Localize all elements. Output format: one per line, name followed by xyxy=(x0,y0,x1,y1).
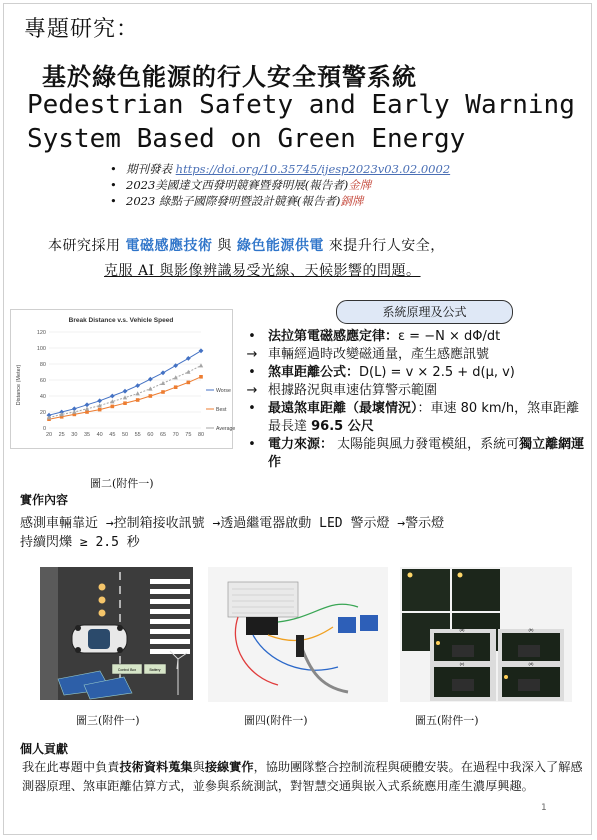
y-tick-label: 40 xyxy=(39,394,46,400)
principle-text: 根據路況與車速估算警示範圍 xyxy=(268,383,438,398)
data-point xyxy=(85,407,89,411)
x-tick-label: 20 xyxy=(45,432,53,438)
data-point xyxy=(110,394,115,399)
subfigure-label: (c) xyxy=(459,661,465,666)
principle-marker: → xyxy=(246,383,258,398)
doi-link[interactable]: https://doi.org/10.35745/ijesp2023v03.02.0002 xyxy=(175,162,451,176)
principle-badge: 系統原理及公式 xyxy=(336,300,513,324)
y-tick-label: 100 xyxy=(36,346,46,352)
warning-light xyxy=(99,610,106,617)
achievement-text: 2023美國達文西發明競賽暨發明展(報告者) xyxy=(126,178,349,192)
intro-text: 來提升行人安全， xyxy=(323,238,445,254)
award-badge: 銅牌 xyxy=(340,194,364,208)
page-number: 1 xyxy=(541,803,547,813)
car-silhouette xyxy=(518,679,540,691)
led-glow xyxy=(436,641,440,645)
data-point xyxy=(97,398,102,403)
principle-text: 太陽能與風力發電模組，系統可 xyxy=(333,437,520,452)
y-tick-label: 80 xyxy=(39,362,46,368)
principle-text: D(L) = v × 2.5 + d(μ, v) xyxy=(359,365,515,380)
figure-crosswalk-illustration xyxy=(40,567,193,700)
x-tick-label: 70 xyxy=(172,432,179,438)
principle-bold: 法拉第電磁感應定律： xyxy=(268,329,399,344)
data-point xyxy=(186,356,191,361)
data-point xyxy=(85,410,89,414)
x-tick-label: 45 xyxy=(109,432,116,438)
x-tick-label: 35 xyxy=(83,432,91,438)
principle-item xyxy=(242,328,592,346)
principle-item xyxy=(242,436,592,472)
achievement-text: 2023 綠點子國際發明暨設計競賽(報告者) xyxy=(126,194,341,208)
chart-svg xyxy=(11,310,236,448)
header-label: 專題研究： xyxy=(24,17,140,42)
contribution-text: 與 xyxy=(192,760,205,774)
x-tick-label: 55 xyxy=(134,432,141,438)
relay-module xyxy=(360,615,378,631)
figure-wiring-photo xyxy=(208,567,388,702)
car-silhouette xyxy=(452,645,474,657)
y-tick-label: 20 xyxy=(39,410,46,416)
legend-label: Best xyxy=(216,407,227,413)
intro-line-1 xyxy=(48,235,445,255)
x-tick-label: 30 xyxy=(71,432,78,438)
achievement-text: 期刊發表 xyxy=(126,162,176,176)
implementation-title: 實作內容 xyxy=(20,493,69,507)
figure-caption: 圖四(附件一) xyxy=(244,714,308,727)
legend-label: Worse xyxy=(216,388,231,394)
warning-light xyxy=(99,597,106,604)
principle-item xyxy=(242,346,592,364)
warning-light xyxy=(99,584,106,591)
car-silhouette xyxy=(452,679,474,691)
brake-distance-chart xyxy=(10,309,236,449)
x-tick-label: 40 xyxy=(96,432,103,438)
intro-text: 本研究採用 xyxy=(48,238,126,254)
data-point xyxy=(98,408,102,412)
figure-caption: 圖三(附件一) xyxy=(76,714,140,727)
highlight-em-induction: 電磁感應技術 xyxy=(125,238,213,254)
principle-marker: → xyxy=(246,347,258,362)
title-english-line-1: Pedestrian Safety and Early Warning xyxy=(27,90,575,120)
data-point xyxy=(161,370,166,375)
led-glow xyxy=(504,675,508,679)
contribution-paragraph xyxy=(22,758,584,796)
achievement-list xyxy=(110,161,450,209)
series-line-worse xyxy=(49,351,201,415)
title-english-line-2: System Based on Green Energy xyxy=(27,124,466,154)
intro-line-2: 克服 AI 與影像辨識易受光線、天候影響的問題。 xyxy=(104,263,421,279)
sensor-probe xyxy=(296,635,304,657)
chart-ylabel: Distance (Meter) xyxy=(16,364,22,406)
relay-module xyxy=(338,617,356,633)
award-badge: 金牌 xyxy=(348,178,372,192)
figure-caption: 圖五(附件一) xyxy=(415,714,479,727)
contribution-text: ，協助團隊整合控制流程與硬體安裝。在過程中我深入了解感測器原理、煞車距離估算方式，並參與系統測試，對智慧交通與嵌入式系統應用產生濃厚興趣。 xyxy=(22,760,583,793)
principle-bold: 電力來源： xyxy=(268,437,334,452)
car-silhouette xyxy=(518,645,540,657)
principle-text: ：車速 80 km/h，煞車距離最長達 xyxy=(268,401,580,434)
principle-bold: 煞車距離公式： xyxy=(268,365,360,380)
chart-caption: 圖二(附件一) xyxy=(90,477,154,490)
x-tick-label: 60 xyxy=(147,432,154,438)
car-icon xyxy=(72,625,127,653)
highlight-green-power: 綠色能源供電 xyxy=(236,238,324,254)
subfigure-label: (a) xyxy=(459,627,465,632)
data-point xyxy=(111,405,115,409)
legend-label: Average xyxy=(216,426,236,432)
principle-bold: 獨立離網運作 xyxy=(268,437,585,470)
principle-marker: • xyxy=(248,329,256,344)
data-point xyxy=(187,381,191,385)
data-point xyxy=(199,375,203,379)
contribution-bold: 接線實作 xyxy=(204,760,254,774)
achievement-item xyxy=(110,161,450,177)
data-point xyxy=(174,385,178,389)
title-chinese: 基於綠色能源的行人安全預警系統 xyxy=(42,62,417,91)
subfigure-label: (b) xyxy=(528,627,534,632)
principle-item xyxy=(242,400,592,436)
contribution-bold: 技術資料蒐集 xyxy=(119,760,193,774)
implementation-line-2: 持續閃爍 ≥ 2.5 秒 xyxy=(20,535,140,550)
y-tick-label: 60 xyxy=(39,378,46,384)
data-point xyxy=(85,402,90,407)
achievement-item xyxy=(110,193,450,209)
subfigure-label: (d) xyxy=(528,661,534,666)
x-tick-label: 80 xyxy=(197,432,205,438)
principle-bold: 最遠煞車距離（最壞情況） xyxy=(268,401,418,416)
principle-list xyxy=(242,328,592,472)
y-tick-label: 0 xyxy=(42,426,46,432)
x-tick-label: 75 xyxy=(185,432,192,438)
data-point xyxy=(135,391,139,395)
led-glow xyxy=(458,573,463,578)
achievement-item xyxy=(110,177,450,193)
led-glow xyxy=(408,573,413,578)
contribution-title: 個人貢獻 xyxy=(20,742,69,756)
x-tick-label: 25 xyxy=(58,432,65,438)
breadboard xyxy=(228,582,298,617)
data-point xyxy=(161,390,165,394)
data-point xyxy=(135,383,140,388)
principle-text: ε = −N × dΦ/dt xyxy=(398,329,501,344)
control-box-label: Control Box xyxy=(117,668,137,672)
data-point xyxy=(136,398,140,402)
principle-marker: • xyxy=(248,365,256,380)
intro-text: 與 xyxy=(212,238,237,254)
principle-bold: 96.5 公尺 xyxy=(311,419,374,434)
data-point xyxy=(123,401,127,405)
sidewalk xyxy=(40,567,58,700)
contribution-text: 我在此專題中負責 xyxy=(22,760,120,774)
principle-marker: • xyxy=(248,401,256,416)
y-tick-label: 120 xyxy=(36,330,46,336)
data-point xyxy=(149,394,153,398)
chart-title: Break Distance v.s. Vehicle Speed xyxy=(68,317,174,324)
principle-item xyxy=(242,364,592,382)
implementation-line-1: 感測車輛靠近 →控制箱接收訊號 →透過繼電器啟動 LED 警示燈 →警示燈 xyxy=(20,516,445,531)
principle-item xyxy=(242,382,592,400)
principle-marker: • xyxy=(248,437,256,452)
principle-text: 車輛經過時改變磁通量，產生感應訊號 xyxy=(268,347,490,362)
figure-night-test-photos xyxy=(400,567,572,702)
x-tick-label: 50 xyxy=(121,432,129,438)
battery-label: Battery xyxy=(149,668,161,672)
x-tick-label: 65 xyxy=(159,432,167,438)
data-point xyxy=(148,377,153,382)
data-point xyxy=(199,348,204,353)
microcontroller-board xyxy=(246,617,278,635)
data-point xyxy=(123,389,128,394)
